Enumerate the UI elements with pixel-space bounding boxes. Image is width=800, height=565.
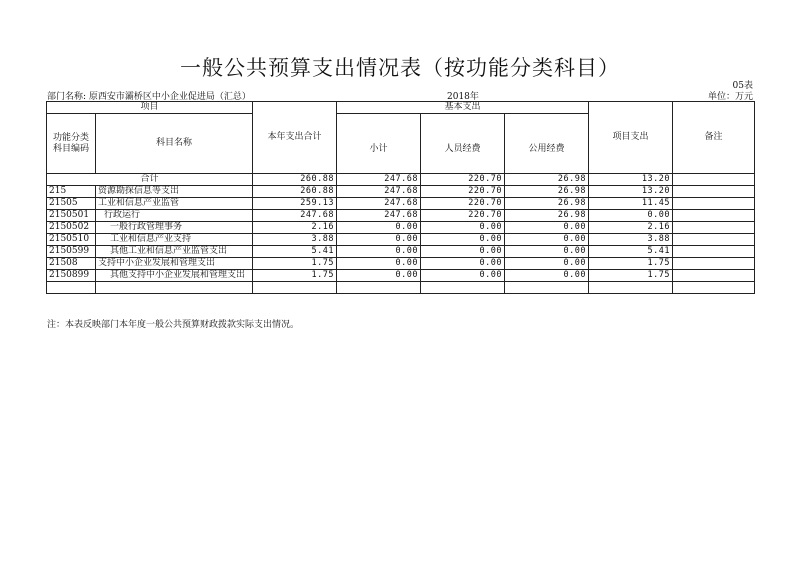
cell-name: 资源勘探信息等支出 (96, 186, 253, 198)
cell-personnel: 220.70 (421, 186, 505, 198)
table-row (47, 270, 755, 282)
header-remark: 备注 (673, 102, 755, 174)
cell-name: 其他支持中小企业发展和管理支出 (96, 270, 253, 282)
cell-remark (673, 222, 755, 234)
cell-personnel: 220.70 (421, 174, 505, 186)
cell-personnel: 0.00 (421, 234, 505, 246)
cell-code: 21508 (47, 258, 96, 270)
cell-total: 260.88 (253, 174, 337, 186)
expenditure-table (46, 101, 755, 294)
cell-public: 0.00 (505, 234, 589, 246)
cell-public: 26.98 (505, 174, 589, 186)
cell-remark (673, 258, 755, 270)
cell-project: 3.88 (589, 234, 673, 246)
cell-personnel: 0.00 (421, 258, 505, 270)
cell-project: 13.20 (589, 174, 673, 186)
cell-code: 2150502 (47, 222, 96, 234)
cell-remark (673, 246, 755, 258)
cell-code: 2150599 (47, 246, 96, 258)
cell-name: 其他工业和信息产业监管支出 (96, 246, 253, 258)
cell-personnel: 0.00 (421, 246, 505, 258)
cell-subtotal: 247.68 (337, 186, 421, 198)
table-row (47, 198, 755, 210)
cell-project: 2.16 (589, 222, 673, 234)
cell-remark (673, 210, 755, 222)
header-public: 公用经费 (505, 114, 589, 174)
cell-project: 0.00 (589, 210, 673, 222)
cell-code: 21505 (47, 198, 96, 210)
cell-public: 0.00 (505, 258, 589, 270)
page-title: 一般公共预算支出情况表（按功能分类科目） (180, 56, 620, 80)
cell-project (589, 282, 673, 294)
table-row (47, 210, 755, 222)
cell-subtotal: 0.00 (337, 222, 421, 234)
cell-remark (673, 198, 755, 210)
meta-line (47, 89, 753, 101)
cell-total: 259.13 (253, 198, 337, 210)
cell-name: 一般行政管理事务 (96, 222, 253, 234)
footnote: 注：本表反映部门本年度一般公共预算财政拨款实际支出情况。 (47, 320, 300, 330)
cell-remark (673, 270, 755, 282)
cell-total: 247.68 (253, 210, 337, 222)
cell-public: 26.98 (505, 186, 589, 198)
total-row-label: 合计 (47, 174, 253, 186)
header-subtotal: 小计 (337, 114, 421, 174)
table-row (47, 246, 755, 258)
cell-personnel: 220.70 (421, 210, 505, 222)
cell-personnel: 0.00 (421, 270, 505, 282)
cell-public: 0.00 (505, 246, 589, 258)
cell-code (47, 282, 96, 294)
cell-remark (673, 282, 755, 294)
header-func-code: 功能分类科目编码 (47, 114, 96, 174)
cell-total: 260.88 (253, 186, 337, 198)
cell-project: 13.20 (589, 186, 673, 198)
cell-subtotal: 0.00 (337, 270, 421, 282)
cell-name: 工业和信息产业支持 (96, 234, 253, 246)
header-subject-name: 科目名称 (96, 114, 253, 174)
cell-name: 工业和信息产业监管 (96, 198, 253, 210)
cell-code: 215 (47, 186, 96, 198)
table-row (47, 174, 755, 186)
cell-total: 2.16 (253, 222, 337, 234)
cell-code: 2150510 (47, 234, 96, 246)
table-code: 05表 (732, 81, 753, 91)
header-basic: 基本支出 (337, 102, 589, 114)
cell-remark (673, 186, 755, 198)
cell-total: 5.41 (253, 246, 337, 258)
cell-name (96, 282, 253, 294)
cell-code: 2150501 (47, 210, 96, 222)
cell-remark (673, 234, 755, 246)
cell-total (253, 282, 337, 294)
cell-project: 1.75 (589, 258, 673, 270)
table-row (47, 186, 755, 198)
header-project-expense: 项目支出 (589, 102, 673, 174)
table-row (47, 282, 755, 294)
cell-subtotal: 0.00 (337, 258, 421, 270)
table-row (47, 258, 755, 270)
cell-subtotal: 0.00 (337, 234, 421, 246)
cell-subtotal: 247.68 (337, 210, 421, 222)
header-project: 项目 (47, 102, 253, 114)
cell-name: 行政运行 (96, 210, 253, 222)
cell-public: 26.98 (505, 210, 589, 222)
table-row (47, 222, 755, 234)
cell-remark (673, 174, 755, 186)
cell-public: 26.98 (505, 198, 589, 210)
cell-subtotal: 0.00 (337, 246, 421, 258)
fiscal-year: 2018年 (447, 92, 479, 102)
cell-project: 5.41 (589, 246, 673, 258)
cell-total: 1.75 (253, 258, 337, 270)
cell-total: 3.88 (253, 234, 337, 246)
cell-subtotal: 247.68 (337, 174, 421, 186)
cell-project: 1.75 (589, 270, 673, 282)
cell-code: 2150899 (47, 270, 96, 282)
department-name: 部门名称: 原西安市灞桥区中小企业促进局（汇总） (47, 92, 251, 102)
cell-public (505, 282, 589, 294)
table-row (47, 234, 755, 246)
cell-name: 支持中小企业发展和管理支出 (96, 258, 253, 270)
header-total: 本年支出合计 (253, 102, 337, 174)
cell-project: 11.45 (589, 198, 673, 210)
cell-public: 0.00 (505, 222, 589, 234)
cell-subtotal (337, 282, 421, 294)
cell-personnel (421, 282, 505, 294)
cell-public: 0.00 (505, 270, 589, 282)
cell-subtotal: 247.68 (337, 198, 421, 210)
cell-personnel: 220.70 (421, 198, 505, 210)
header-personnel: 人员经费 (421, 114, 505, 174)
unit-label: 单位：万元 (707, 92, 753, 102)
cell-personnel: 0.00 (421, 222, 505, 234)
cell-total: 1.75 (253, 270, 337, 282)
